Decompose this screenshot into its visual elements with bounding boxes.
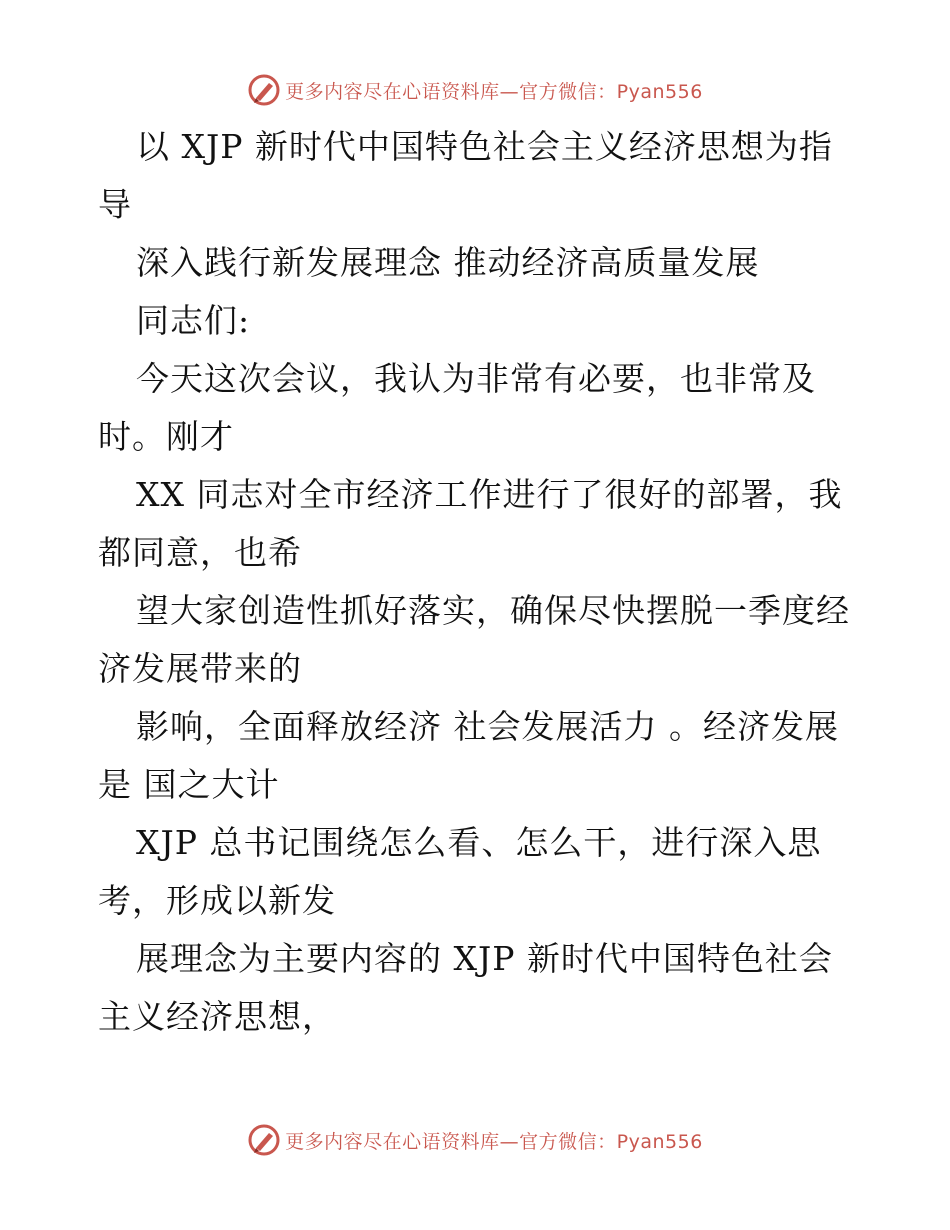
document-title: 以 XJP 新时代中国特色社会主义经济思想为指导 <box>98 127 833 224</box>
footer-watermark <box>0 1120 950 1160</box>
paragraph: XJP 总书记围绕怎么看、怎么干，进行深入思考，形成以新发 <box>98 823 822 920</box>
header-watermark <box>0 70 950 110</box>
paragraph: 展理念为主要内容的 XJP 新时代中国特色社会主义经济思想， <box>98 939 833 1036</box>
watermark-text: 更多内容尽在心语资料库—官方微信：Pyan556 <box>285 1130 703 1153</box>
paragraph: 今天这次会议，我认为非常有必要，也非常及时。刚才 <box>98 359 816 456</box>
paragraph: XX 同志对全市经济工作进行了很好的部署，我都同意，也希 <box>98 475 843 572</box>
watermark-text: 更多内容尽在心语资料库—官方微信：Pyan556 <box>285 80 703 103</box>
paragraph: 望大家创造性抓好落实，确保尽快摆脱一季度经济发展带来的 <box>98 591 850 688</box>
salutation: 同志们: <box>136 301 251 340</box>
document-subtitle: 深入践行新发展理念 推动经济高质量发展 <box>136 243 760 282</box>
document-body <box>98 118 858 1046</box>
paragraph: 影响，全面释放经济 社会发展活力 。经济发展是 国之大计 <box>98 707 839 804</box>
pen-in-circle-logo-icon <box>247 73 281 107</box>
pen-in-circle-logo-icon <box>247 1123 281 1157</box>
